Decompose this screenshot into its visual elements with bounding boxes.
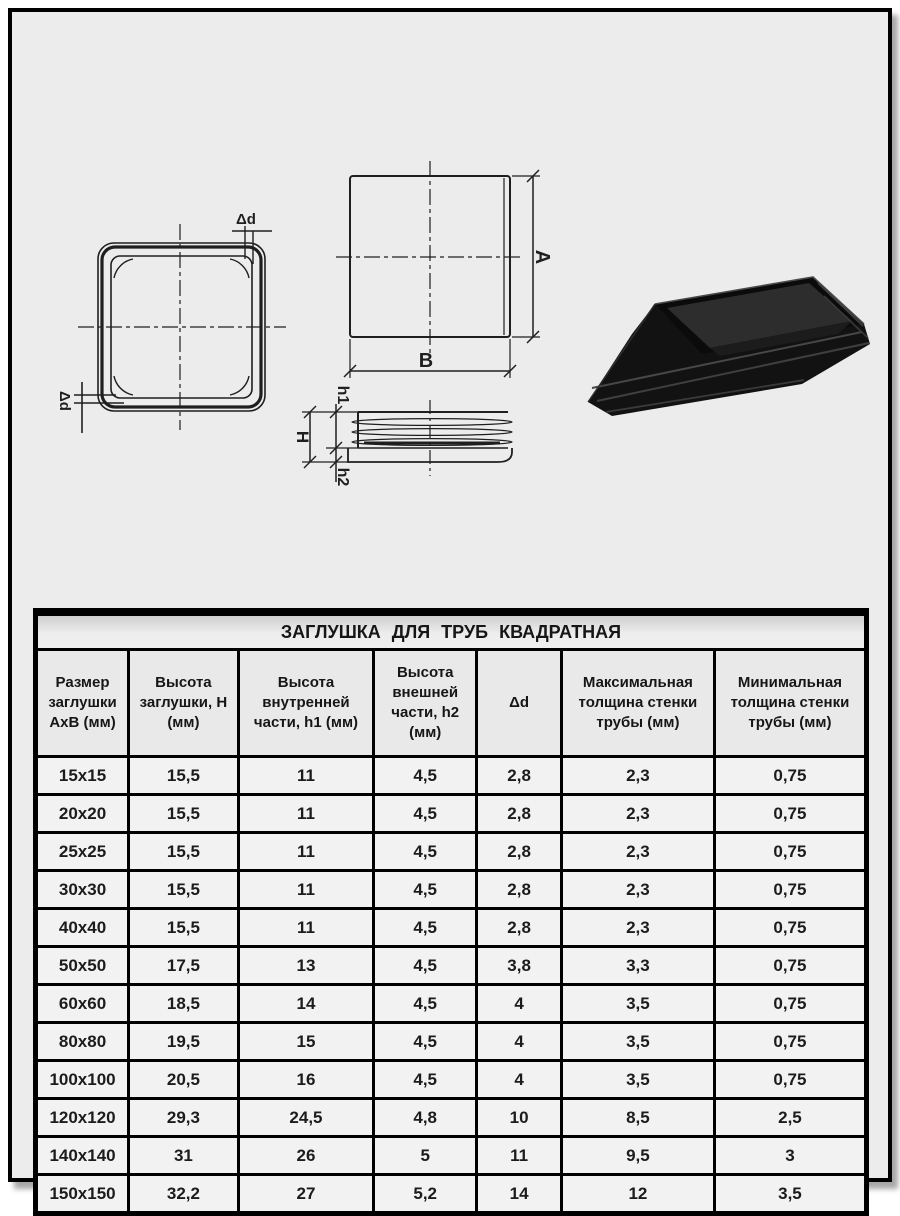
table-cell: 5,2	[374, 1175, 477, 1214]
table-cell: 15,5	[129, 795, 239, 833]
table-cell: 25x25	[36, 833, 129, 871]
col-header-min-wall: Минимальная толщина стенки трубы (мм)	[714, 650, 866, 757]
table-cell: 13	[238, 947, 373, 985]
table-cell: 3,8	[477, 947, 562, 985]
table-cell: 100x100	[36, 1061, 129, 1099]
table-cell: 4,5	[374, 757, 477, 795]
spec-table-wrap	[33, 608, 869, 1216]
table-cell: 12	[561, 1175, 714, 1214]
table-cell: 11	[238, 833, 373, 871]
table-cell: 4,5	[374, 833, 477, 871]
table-row	[36, 1175, 867, 1214]
table-cell: 18,5	[129, 985, 239, 1023]
table-cell: 2,8	[477, 909, 562, 947]
spec-table-body	[36, 757, 867, 1214]
table-cell: 80x80	[36, 1023, 129, 1061]
table-cell: 0,75	[714, 757, 866, 795]
table-cell: 16	[238, 1061, 373, 1099]
table-cell: 4,5	[374, 871, 477, 909]
table-cell: 2,8	[477, 833, 562, 871]
table-cell: 0,75	[714, 833, 866, 871]
table-cell: 10	[477, 1099, 562, 1137]
col-header-height: Высота заглушки, Н (мм)	[129, 650, 239, 757]
table-cell: 2,3	[561, 833, 714, 871]
dimension-a-label: A	[531, 249, 553, 265]
top-view	[336, 161, 553, 378]
table-cell: 4,5	[374, 947, 477, 985]
table-cell: 11	[238, 909, 373, 947]
table-cell: 2,8	[477, 757, 562, 795]
dimension-b-label: B	[418, 350, 434, 372]
table-row	[36, 1099, 867, 1137]
table-cell: 29,3	[129, 1099, 239, 1137]
table-cell: 8,5	[561, 1099, 714, 1137]
table-cell: 17,5	[129, 947, 239, 985]
table-cell: 11	[238, 795, 373, 833]
table-row	[36, 1061, 867, 1099]
side-view	[293, 386, 512, 487]
table-cell: 2,3	[561, 909, 714, 947]
table-cell: 11	[238, 757, 373, 795]
table-cell: 15,5	[129, 871, 239, 909]
table-cell: 150x150	[36, 1175, 129, 1214]
table-cell: 120x120	[36, 1099, 129, 1137]
table-cell: 0,75	[714, 947, 866, 985]
table-cell: 3,5	[714, 1175, 866, 1214]
table-cell: 2,8	[477, 871, 562, 909]
table-row	[36, 871, 867, 909]
table-cell: 15x15	[36, 757, 129, 795]
table-cell: 3,5	[561, 985, 714, 1023]
table-cell: 5	[374, 1137, 477, 1175]
table-cell: 60x60	[36, 985, 129, 1023]
table-row	[36, 1137, 867, 1175]
table-cell: 4	[477, 1061, 562, 1099]
table-cell: 11	[477, 1137, 562, 1175]
table-row	[36, 1023, 867, 1061]
table-cell: 11	[238, 871, 373, 909]
table-cell: 0,75	[714, 1023, 866, 1061]
col-header-delta-d: Δd	[477, 650, 562, 757]
table-cell: 2,5	[714, 1099, 866, 1137]
table-cell: 2,3	[561, 757, 714, 795]
table-cell: 4,5	[374, 795, 477, 833]
table-cell: 15,5	[129, 757, 239, 795]
table-header-row	[36, 650, 867, 757]
table-cell: 19,5	[129, 1023, 239, 1061]
table-cell: 14	[238, 985, 373, 1023]
table-cell: 4	[477, 1023, 562, 1061]
table-cell: 15,5	[129, 909, 239, 947]
table-row	[36, 947, 867, 985]
table-cell: 3,5	[561, 1023, 714, 1061]
delta-d-side-label: Δd	[56, 391, 73, 411]
table-cell: 3,3	[561, 947, 714, 985]
table-cell: 0,75	[714, 985, 866, 1023]
table-cell: 2,8	[477, 795, 562, 833]
table-cell: 15	[238, 1023, 373, 1061]
table-cell: 4,5	[374, 909, 477, 947]
spec-table	[33, 608, 869, 1216]
dimension-h1-label: h1	[334, 385, 351, 405]
front-view	[56, 211, 286, 433]
table-row	[36, 985, 867, 1023]
table-cell: 3,5	[561, 1061, 714, 1099]
spec-sheet-frame	[8, 8, 892, 1203]
table-cell: 24,5	[238, 1099, 373, 1137]
table-cell: 0,75	[714, 795, 866, 833]
table-cell: 4	[477, 985, 562, 1023]
table-cell: 15,5	[129, 833, 239, 871]
dimension-h2-label: h2	[334, 467, 351, 487]
table-cell: 2,3	[561, 871, 714, 909]
table-cell: 2,3	[561, 795, 714, 833]
table-cell: 31	[129, 1137, 239, 1175]
table-cell: 9,5	[561, 1137, 714, 1175]
table-cell: 20x20	[36, 795, 129, 833]
table-row	[36, 833, 867, 871]
technical-drawing	[12, 12, 888, 602]
table-cell: 4,5	[374, 1023, 477, 1061]
table-row	[36, 795, 867, 833]
dimension-h-label: H	[293, 430, 312, 444]
table-cell: 4,5	[374, 1061, 477, 1099]
table-cell: 14	[477, 1175, 562, 1214]
table-cell: 20,5	[129, 1061, 239, 1099]
col-header-size: Размер заглушки АхВ (мм)	[36, 650, 129, 757]
table-cell: 26	[238, 1137, 373, 1175]
delta-d-top-label: Δd	[236, 211, 256, 228]
table-cell: 4,8	[374, 1099, 477, 1137]
table-row	[36, 909, 867, 947]
table-cell: 0,75	[714, 1061, 866, 1099]
plug-photo	[588, 277, 870, 416]
table-title: ЗАГЛУШКА ДЛЯ ТРУБ КВАДРАТНАЯ	[36, 612, 867, 650]
table-cell: 50x50	[36, 947, 129, 985]
col-header-outer-h2: Высота внешней части, h2 (мм)	[374, 650, 477, 757]
col-header-inner-h1: Высота внутренней части, h1 (мм)	[238, 650, 373, 757]
table-cell: 27	[238, 1175, 373, 1214]
table-cell: 4,5	[374, 985, 477, 1023]
table-cell: 32,2	[129, 1175, 239, 1214]
table-cell: 140x140	[36, 1137, 129, 1175]
table-cell: 0,75	[714, 909, 866, 947]
col-header-max-wall: Максимальная толщина стенки трубы (мм)	[561, 650, 714, 757]
table-row	[36, 757, 867, 795]
table-cell: 40x40	[36, 909, 129, 947]
table-cell: 0,75	[714, 871, 866, 909]
table-cell: 3	[714, 1137, 866, 1175]
table-cell: 30x30	[36, 871, 129, 909]
